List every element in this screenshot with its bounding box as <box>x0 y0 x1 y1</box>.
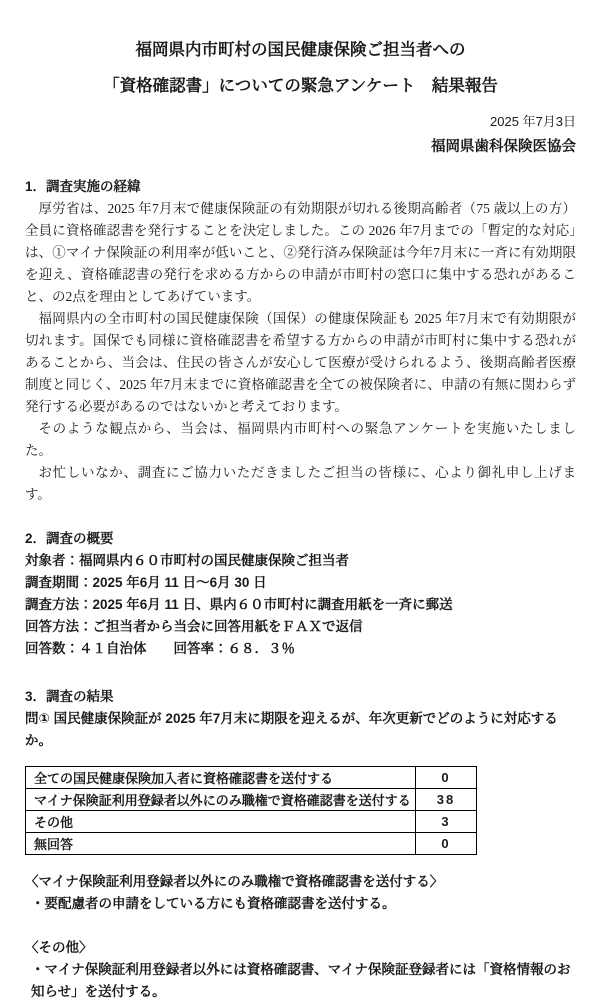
free-answer-notes <box>25 871 576 1003</box>
table-row <box>26 811 477 833</box>
note-bullet: ・要配慮者の申請をしている方にも資格確認書を送付する。 <box>31 896 396 911</box>
report-title-line-2: 「資格確認書」についての緊急アンケート 結果報告 <box>103 77 498 95</box>
question-1-text: 問① 国民健康保険証が 2025 年7月末に期限を迎えるが、年次更新でどのように対応するか。 <box>25 711 558 748</box>
response-count-line: 回答数：４１自治体 回答率：６８．３％ <box>25 641 295 656</box>
table-row <box>26 767 477 789</box>
section2-heading: 2．調査の概要 <box>25 531 114 546</box>
survey-target-line: 対象者：福岡県内６０市町村の国民健康保険ご担当者 <box>25 553 349 568</box>
report-title-block <box>25 32 576 104</box>
section1-paragraph: お忙しいなか、調査にご協力いただきましたご担当の皆様に、心より御礼申し上げます。 <box>25 465 576 502</box>
table-row-label: 無回答 <box>26 833 416 855</box>
report-organization: 福岡県歯科保険医協会 <box>431 139 576 155</box>
report-date: 2025 年7月3日 <box>490 114 576 129</box>
table-row-value: 3 <box>416 811 477 833</box>
table-row <box>26 789 477 811</box>
table-row-value: 0 <box>416 767 477 789</box>
section1-paragraph: そのような観点から、当会は、福岡県内市町村への緊急アンケートを実施いたしました。 <box>25 421 576 458</box>
section-survey-results <box>25 686 576 1003</box>
question-1-result-table <box>25 766 477 855</box>
note-heading: 〈マイナ保険証利用登録者以外にのみ職権で資格確認書を送付する〉 <box>25 874 444 889</box>
section-survey-overview <box>25 528 576 660</box>
section-survey-background <box>25 176 576 506</box>
survey-period-line: 調査期間：2025 年6月 11 日～6月 30 日 <box>25 575 267 590</box>
table-row-value: 38 <box>416 789 477 811</box>
note-heading: 〈その他〉 <box>25 940 93 955</box>
table-row <box>26 833 477 855</box>
table-row-value: 0 <box>416 833 477 855</box>
table-row-label: 全ての国民健康保険加入者に資格確認書を送付する <box>26 767 416 789</box>
report-title-line-1: 福岡県内市町村の国民健康保険ご担当者への <box>135 41 466 59</box>
note-bullet: ・マイナ保険証利用登録者以外には資格確認書、マイナ保険証登録者には「資格情報のお知らせ」を送付する。 <box>31 962 571 999</box>
section1-paragraph: 福岡県内の全市町村の国民健康保険（国保）の健康保険証も 2025 年7月末で有効期限が切れます。国保でも同様に資格確認書を希望する方からの申請が市町村に集中する恐れがあることから、当会は、住民の皆さんが安心して医療が受けられるよう、後期高齢者医療制度と同じく、2025 年7月末までに資格確認書を全ての被保険者に、申請の有無に関わらず発行する必要があるのではないかと考えております。 <box>25 311 576 414</box>
note-group-other <box>25 937 576 1003</box>
survey-method-line: 調査方法：2025 年6月 11 日、県内６０市町村に調査用紙を一斉に郵送 <box>25 597 453 612</box>
section1-heading: 1．調査実施の経緯 <box>25 179 141 194</box>
response-method-line: 回答方法：ご担当者から当会に回答用紙をＦＡＸで返信 <box>25 619 363 634</box>
table-row-label: マイナ保険証利用登録者以外にのみ職権で資格確認書を送付する <box>26 789 416 811</box>
table-row-label: その他 <box>26 811 416 833</box>
section3-heading: 3．調査の結果 <box>25 689 114 704</box>
section1-paragraph: 厚労省は、2025 年7月末で健康保険証の有効期限が切れる後期高齢者（75 歳以上の方）全員に資格確認書を発行することを決定しました。この 2026 年7月までの「暫定的な対応」は、①マイナ保険証の利用率が低いこと、②発行済み保険証は今年7月末に一斉に有効期限を迎え、資格確認書の発行を求める方からの申請が市町村の窓口に集中する恐れがあること、の2点を理由としてあげています。 <box>25 201 576 304</box>
note-group-shokken <box>25 871 576 915</box>
